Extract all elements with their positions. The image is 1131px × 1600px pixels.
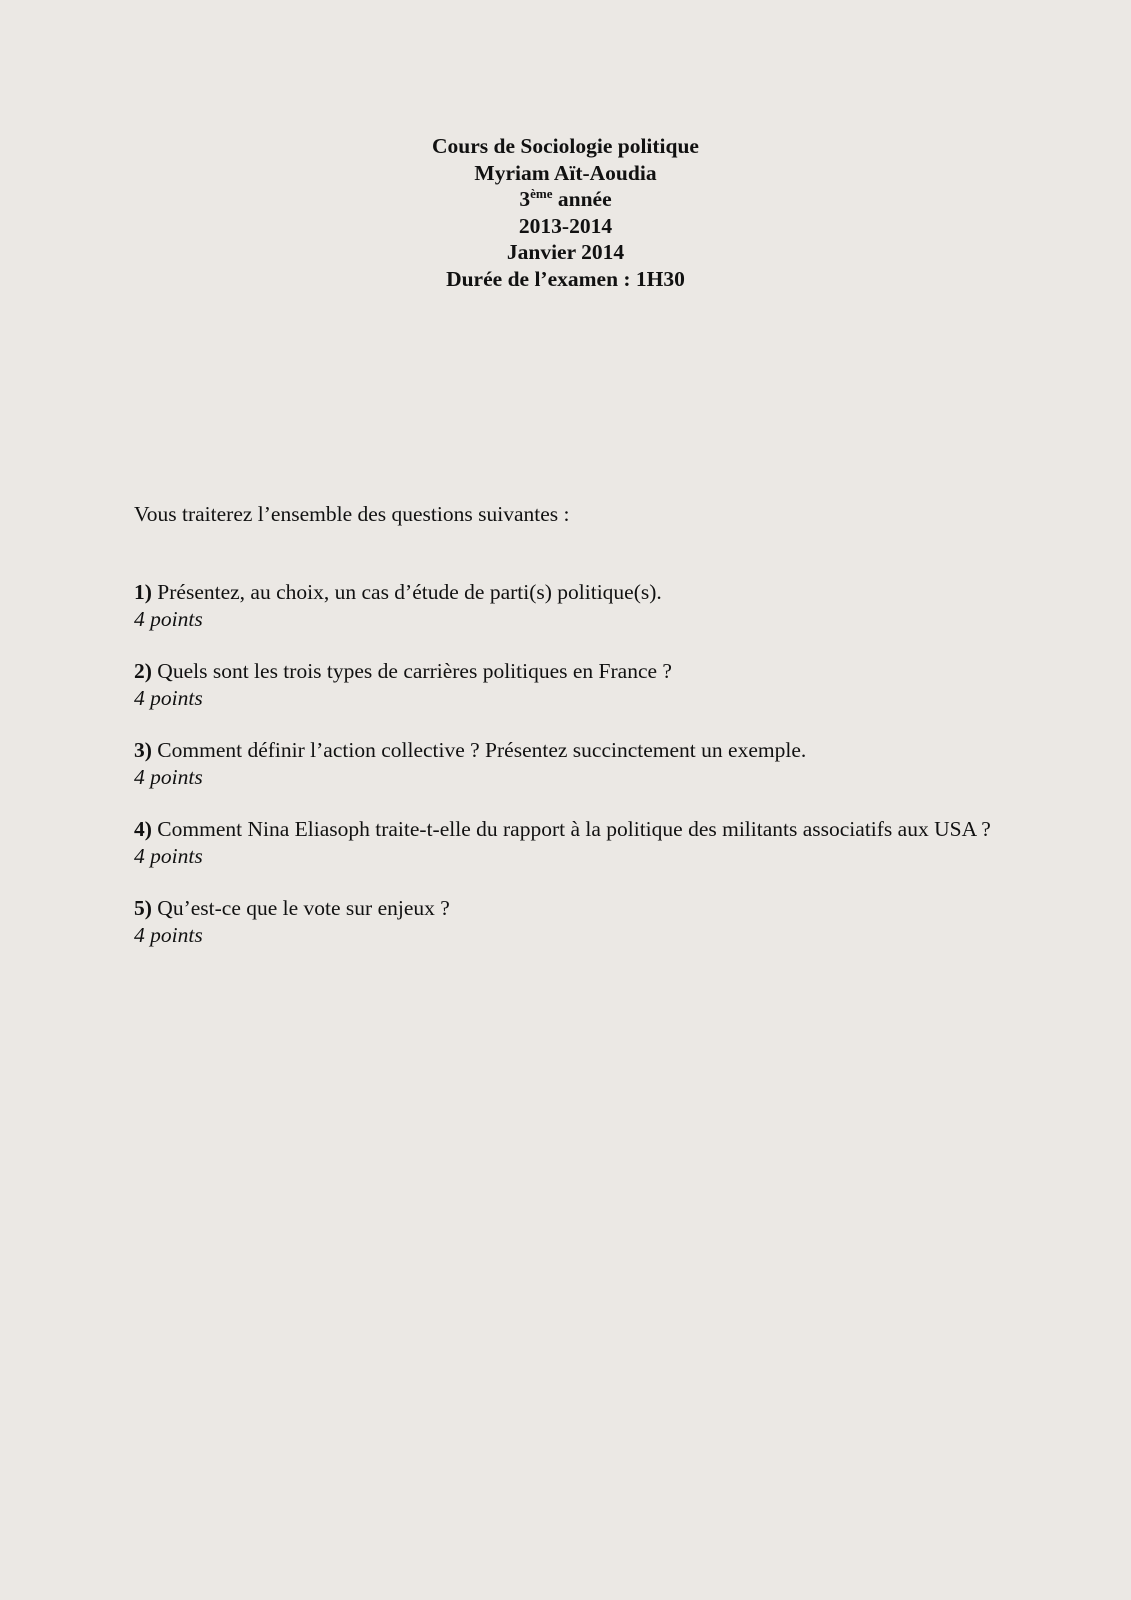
study-year-word: année [552,187,612,211]
question-text [134,579,996,606]
question-points: 4 points [134,685,203,710]
question-number: 5) [134,896,152,920]
instructions: Vous traiterez l’ensemble des questions suivantes : [134,502,570,526]
question-body: Quels sont les trois types de carrières politiques en France ? [151,659,672,683]
question-text [134,737,996,764]
question-body: Qu’est-ce que le vote sur enjeux ? [151,896,450,920]
study-year-number: 3 [519,187,531,211]
question-points: 4 points [134,922,203,947]
question-points: 4 points [134,606,203,631]
question-text [134,816,996,843]
question-text [134,895,996,922]
question-item [134,737,996,790]
academic-year: 2013-2014 [518,213,613,238]
study-year [0,186,1131,213]
question-text [134,658,996,685]
question-body: Comment Nina Eliasoph traite-t-elle du rapport à la politique des militants associatifs aux USA ? [151,817,991,841]
study-year-suffix: ème [530,186,553,201]
course-title: Cours de Sociologie politique [432,134,699,158]
teacher-name: Myriam Aït-Aoudia [474,160,657,185]
question-item [134,895,996,948]
question-number: 2) [134,659,152,683]
question-number: 1) [134,580,152,604]
question-list [134,579,996,974]
exam-duration: Durée de l’examen : 1H30 [446,266,685,291]
question-points: 4 points [134,843,203,868]
question-number: 4) [134,817,152,841]
question-item [134,658,996,711]
question-body: Présentez, au choix, un cas d’étude de parti(s) politique(s). [151,580,662,604]
exam-header [0,133,1131,292]
question-item [134,816,996,869]
exam-date: Janvier 2014 [506,240,625,264]
question-item [134,579,996,632]
question-body: Comment définir l’action collective ? Présentez succinctement un exemple. [151,738,807,762]
question-number: 3) [134,738,152,762]
question-points: 4 points [134,764,203,789]
